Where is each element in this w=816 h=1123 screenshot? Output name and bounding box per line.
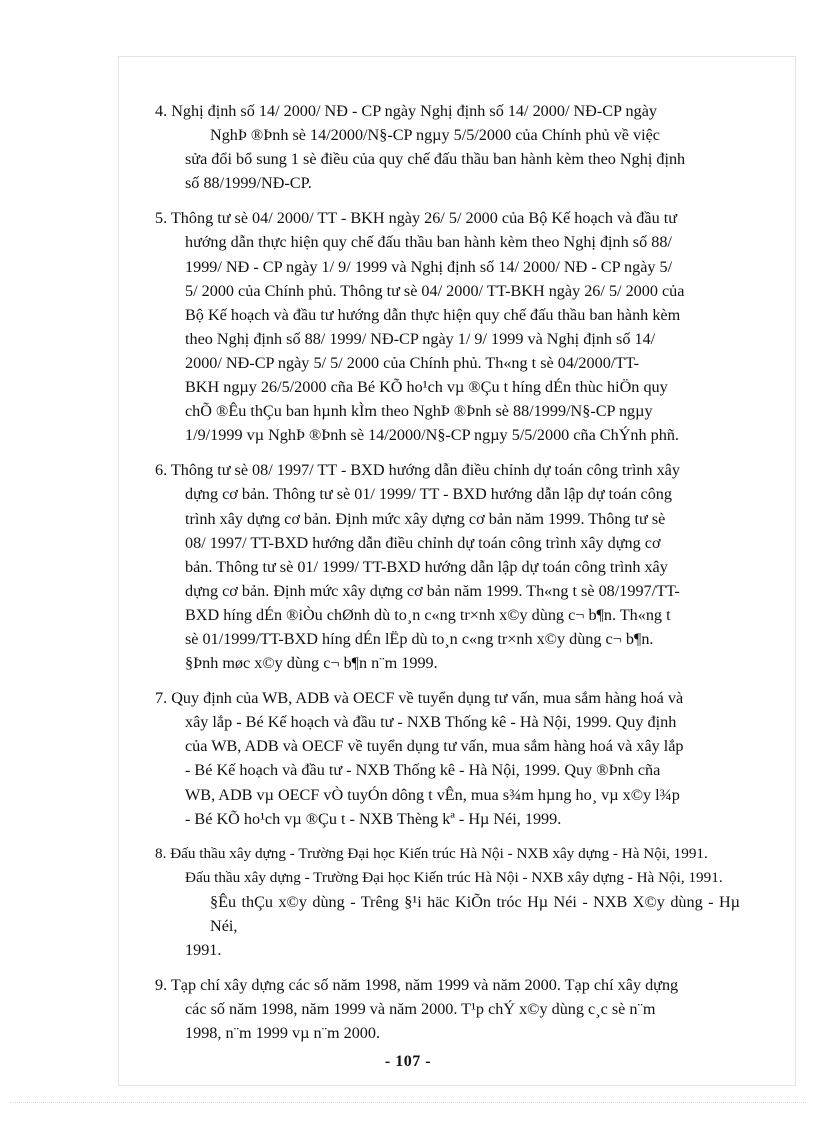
reference-line: 5/ 2000 của Chính phủ. Thông tư sè 04/ 2000/ TT-BKH ngày 26/ 5/ 2000 của [185, 281, 685, 300]
reference-line: xây lắp - Bé Kế hoạch và đầu tư - NXB Thống kê - Hà Nội, 1999. Quy định [185, 713, 677, 732]
footer-divider [10, 1102, 806, 1103]
reference-line: 1999/ NĐ - CP ngày 1/ 9/ 1999 và Nghị định số 14/ 2000/ NĐ - CP ngày 5/ [185, 257, 673, 276]
reference-line: số 88/1999/NĐ-CP. [185, 174, 312, 193]
reference-item-5 [155, 206, 740, 447]
reference-line: 1998, n¨m 1999 vµ n¨m 2000. [185, 1024, 381, 1043]
reference-line: 9. Tạp chí xây dựng các số năm 1998, năm 1999 và năm 2000. Tạp chí xây dựng [155, 976, 679, 995]
reference-line: trình xây dựng cơ bản. Định mức xây dựng cơ bản năm 1999. Thông tư sè [185, 509, 666, 528]
reference-line: 2000/ NĐ-CP ngày 5/ 5/ 2000 của Chính phủ. Th«ng t sè 04/2000/TT- [185, 353, 639, 372]
reference-line: dựng cơ bản. Thông tư sè 01/ 1999/ TT - BXD hướng dẫn lập dự toán công [185, 485, 672, 504]
reference-line: NghÞ ®Þnh sè 14/2000/N§-CP ngµy 5/5/2000 của Chính phủ về việc [210, 126, 660, 145]
reference-line: §Þnh møc x©y dùng c¬ b¶n n¨m 1999. [185, 654, 438, 673]
reference-line: 1991. [185, 941, 222, 960]
reference-line: - Bé Kế hoạch và đầu tư - NXB Thống kê - Hà Nội, 1999. Quy ®Þnh cña [185, 761, 661, 780]
reference-item-7 [155, 686, 740, 831]
reference-list [155, 99, 740, 1056]
reference-line: 7. Quy định của WB, ADB và OECF về tuyển dụng tư vấn, mua sắm hàng hoá và [155, 689, 684, 708]
reference-line: hướng dẫn thực hiện quy chế đấu thầu ban hành kèm theo Nghị định số 88/ [185, 233, 672, 252]
reference-line: 1/9/1999 vµ NghÞ ®Þnh sè 14/2000/N§-CP ngµy 5/5/2000 cña ChÝnh phñ. [185, 426, 679, 445]
reference-line: Đấu thầu xây dựng - Trường Đại học Kiến trúc Hà Nội - NXB xây dựng - Hà Nội, 1991. [185, 868, 723, 886]
reference-line: §Êu thÇu x©y dùng - Trêng §¹i häc KiÕn tróc Hµ Néi - NXB X©y dùng - Hµ Néi, [210, 892, 740, 935]
reference-line: BKH ngµy 26/5/2000 cña Bé KÕ ho¹ch vµ ®Çu t híng dÉn thùc hiÖn quy [185, 378, 668, 397]
reference-item-9 [155, 973, 740, 1045]
page-number: - 107 - [384, 1053, 432, 1070]
reference-line: Bộ Kế hoạch và đầu tư hướng dẫn thực hiện quy chế đấu thầu ban hành kèm [185, 305, 681, 324]
reference-line: sè 01/1999/TT-BXD híng dÉn lËp dù to¸n c«ng tr×nh x©y dùng c¬ b¶n. [185, 629, 654, 648]
reference-line: chÕ ®Êu thÇu ban hµnh kÌm theo NghÞ ®Þnh sè 88/1999/N§-CP ngµy [185, 402, 653, 421]
reference-item-8 [155, 842, 740, 962]
reference-line: theo Nghị định số 88/ 1999/ NĐ-CP ngày 1/ 9/ 1999 và Nghị định số 14/ [185, 329, 656, 348]
reference-line: các số năm 1998, năm 1999 và năm 2000. T¹p chÝ x©y dùng c¸c sè n¨m [185, 1000, 656, 1019]
reference-line: 8. Đấu thầu xây dựng - Trường Đại học Kiến trúc Hà Nội - NXB xây dựng - Hà Nội, 1991. [155, 844, 708, 862]
reference-line: 6. Thông tư sè 08/ 1997/ TT - BXD hướng dẫn điều chỉnh dự toán công trình xây [155, 461, 680, 480]
reference-line: WB, ADB vµ OECF vÒ tuyÓn dông t vÊn, mua s¾m hµng ho¸ vµ x©y l¾p [185, 785, 680, 804]
reference-line: 5. Thông tư sè 04/ 2000/ TT - BKH ngày 26/ 5/ 2000 của Bộ Kế hoạch và đầu tư [155, 209, 677, 228]
reference-line: sửa đổi bổ sung 1 sè điều của quy chế đấu thầu ban hành kèm theo Nghị định [185, 150, 686, 169]
reference-line: 08/ 1997/ TT-BXD hướng dẫn điều chỉnh dự toán công trình xây dựng cơ [185, 533, 661, 552]
reference-line: dựng cơ bản. Định mức xây dựng cơ bản năm 1999. Th«ng t sè 08/1997/TT- [185, 581, 680, 600]
reference-line: - Bé KÕ ho¹ch vµ ®Çu t - NXB Thèng kª - Hµ Néi, 1999. [185, 809, 562, 828]
reference-item-6 [155, 458, 740, 675]
reference-line: bản. Thông tư sè 01/ 1999/ TT-BXD hướng dẫn lập dự toán công trình xây [185, 557, 668, 576]
reference-item-4 [155, 99, 740, 195]
reference-line: 4. Nghị định số 14/ 2000/ NĐ - CP ngày Nghị định số 14/ 2000/ NĐ-CP ngày [155, 102, 657, 120]
reference-line: của WB, ADB và OECF về tuyển dụng tư vấn, mua sắm hàng hoá và xây lắp [185, 737, 684, 756]
reference-line: BXD híng dÉn ®iÒu chØnh dù to¸n c«ng tr×nh x©y dùng c¬ b¶n. Th«ng t [185, 605, 671, 624]
